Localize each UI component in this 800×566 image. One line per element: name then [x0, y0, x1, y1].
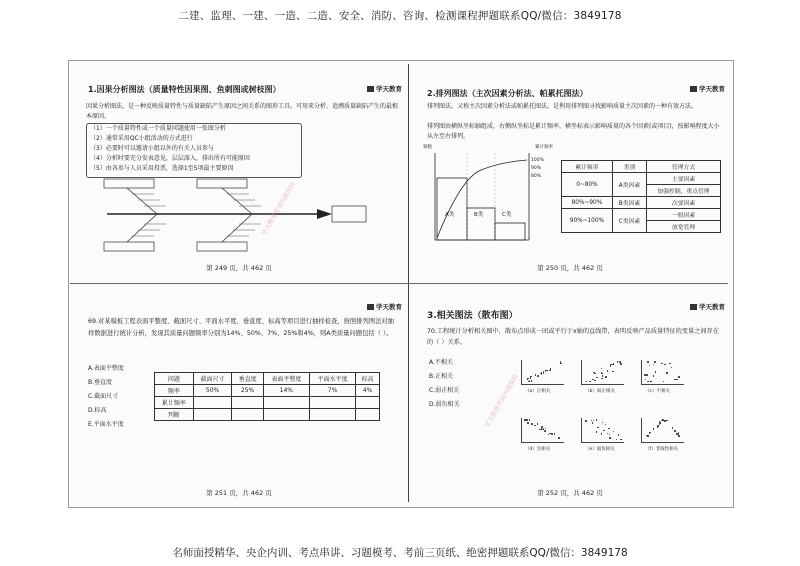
scatter-point	[525, 419, 527, 421]
table-cell	[263, 397, 309, 409]
scatter-point	[592, 379, 594, 381]
scatter-point	[545, 371, 547, 373]
scatter-point	[594, 373, 596, 375]
watermark: 学天教育考试内部资料	[260, 181, 297, 237]
scatter-point	[592, 422, 594, 424]
brand-logo: 学天教育	[690, 84, 725, 93]
table-cell: 频率	[155, 385, 194, 397]
option-item: D.标高	[88, 407, 107, 414]
bar-label-c: C类	[502, 212, 512, 218]
scatter-point	[608, 428, 610, 430]
scatter-point	[659, 421, 661, 423]
scatter-point	[610, 437, 612, 439]
scatter-plot-thumb	[521, 360, 564, 385]
table-header-cell: 累计频率	[562, 161, 613, 173]
pareto-class-table	[561, 160, 721, 233]
scatter-point	[647, 361, 649, 363]
table-cell	[232, 409, 263, 421]
point-item: （1）一个质量特性或一个质量问题使用一张图分析	[90, 125, 226, 132]
scatter-point	[676, 379, 678, 381]
intro-text: 因果分析图法，是一种反映质量特性与质量缺陷产生原因之间关系的图形工具。可用来分析、追溯质量缺陷产生的最根本原因。	[86, 103, 399, 120]
table-row	[562, 197, 721, 209]
table-cell	[193, 397, 232, 409]
slide-title: 1.因果分析图法（质量特性因果图、鱼刺图或树枝图）	[88, 85, 281, 94]
slide-page-252	[411, 286, 729, 502]
option-item: C.弱正相关	[429, 387, 460, 394]
points-box	[86, 123, 302, 178]
page-footer-text: 名师面授精华、央企内训、考点串讲、习题模考、考前三页纸、绝密押题联系QQ/微信：3849178	[172, 547, 628, 559]
scatter-point	[672, 427, 674, 429]
scatter-point	[661, 420, 663, 422]
intro-text-2: 排列图由横纵坐标轴组成，右侧纵坐标是累计频率，横坐标表示影响质量的各个因素(或项目)，按影响程度大小从左至右排列。	[427, 123, 720, 140]
scatter-point	[558, 438, 560, 440]
scatter-point	[594, 380, 596, 382]
table-cell: 25%	[232, 385, 263, 397]
option-item: A.不相关	[429, 359, 453, 366]
scatter-point	[602, 375, 604, 377]
scatter-point	[554, 433, 556, 435]
scatter-point	[646, 374, 648, 376]
table-cell: 次要因素	[647, 197, 721, 209]
table-header-row	[562, 161, 721, 173]
scatter-point	[585, 420, 587, 422]
table-header-cell: 类别	[612, 161, 646, 173]
scatter-point	[537, 423, 539, 425]
scatter-point	[534, 425, 536, 427]
scatter-point	[610, 365, 612, 367]
scatter-point	[674, 379, 676, 381]
table-header-row	[155, 373, 380, 385]
brand-logo: 学天教育	[367, 84, 402, 93]
scatter-point	[654, 361, 656, 363]
scatter-point	[530, 377, 532, 379]
slide-page-251	[72, 286, 406, 502]
scatter-caption: （f）非线性相关	[645, 447, 679, 452]
table-cell: 7%	[309, 385, 355, 397]
scatter-point	[612, 364, 614, 366]
scatter-point	[605, 424, 607, 426]
scatter-point	[616, 439, 618, 441]
pct-label: 100%	[531, 158, 544, 163]
scatter-point	[661, 363, 663, 365]
scatter-point	[537, 375, 539, 377]
scatter-plot-thumb	[521, 418, 564, 443]
scatter-point	[541, 428, 543, 430]
scatter-point	[531, 380, 533, 382]
scatter-plot-thumb	[641, 418, 684, 443]
option-item: A.表面平整度	[88, 365, 124, 372]
question-text: 69.对某模板工程表面平整度、截面尺寸、平面水平度、垂直度、标高等项目进行抽样检查，按照排列图法对抽样数据进行统计分析，发现其质量问题频率分别为14%、50%、7%、25%和4%，则A类质量问题包括（ ）。	[88, 318, 394, 337]
scatter-plot-thumb	[581, 360, 624, 385]
scatter-point	[601, 433, 603, 435]
option-item: B.正相关	[429, 373, 454, 380]
table-row	[155, 385, 380, 397]
point-item: （2）通常采用QC小组活动的方式进行	[90, 135, 193, 142]
option-item: C.截面尺寸	[88, 393, 119, 400]
page-number: 第 249 页，共 462 页	[206, 264, 272, 272]
scatter-point	[586, 381, 588, 383]
pareto-chart	[421, 148, 551, 258]
bar-label-a: A类	[445, 212, 455, 218]
scatter-point	[678, 376, 680, 378]
scatter-point	[653, 428, 655, 430]
brand-logo: 学天教育	[690, 302, 725, 311]
watermark: 学天教育考试内部资料	[483, 373, 520, 429]
scatter-point	[597, 427, 599, 429]
scatter-plot-thumb	[641, 360, 684, 385]
table-cell: B类因素	[612, 197, 646, 209]
table-cell: 4%	[356, 385, 380, 397]
scatter-point	[653, 375, 655, 377]
scatter-point	[535, 374, 537, 376]
scatter-point	[593, 420, 595, 422]
table-cell	[232, 397, 263, 409]
scatter-point	[528, 381, 530, 383]
table-row	[155, 397, 380, 409]
scatter-point	[617, 361, 619, 363]
scatter-point	[671, 367, 673, 369]
pct-label: 80%	[531, 174, 542, 179]
scatter-point	[647, 435, 649, 437]
scatter-point	[543, 372, 545, 374]
table-header-cell: 截面尺寸	[193, 373, 232, 385]
table-header-cell: 管理方式	[647, 161, 721, 173]
table-cell: 主要因素	[647, 173, 721, 185]
point-item: （5）由各参与人员采用投票，选择1至5项最主要原因	[90, 165, 234, 172]
scatter-point	[603, 430, 605, 432]
page-number: 第 250 页，共 462 页	[537, 264, 603, 272]
point-item: （4）分析时要充分发表意见，层层深入，排出所有可能原因	[90, 155, 250, 162]
scatter-point	[620, 363, 622, 365]
scatter-caption: （c）不相关	[645, 389, 670, 394]
scatter-point	[657, 425, 659, 427]
options-list	[88, 362, 148, 432]
table-cell: 累计频率	[155, 397, 194, 409]
scatter-point	[653, 364, 655, 366]
scatter-point	[645, 379, 647, 381]
scatter-point	[549, 433, 551, 435]
slide-page-250	[411, 64, 729, 280]
scatter-point	[545, 428, 547, 430]
scatter-point	[527, 422, 529, 424]
fishbone-diagram	[102, 174, 372, 259]
table-header-cell: 标高	[356, 373, 380, 385]
table-cell: 0~80%	[562, 173, 613, 197]
table-cell: 80%~90%	[562, 197, 613, 209]
point-item: （3）必要时可以邀请小组以外的有关人员参与	[90, 145, 214, 152]
pct-label: 90%	[531, 166, 542, 171]
table-header-cell: 问题	[155, 373, 194, 385]
scatter-point	[613, 431, 615, 433]
table-cell: 放宽管理	[647, 221, 721, 233]
scatter-point	[655, 371, 657, 373]
scatter-point	[669, 363, 671, 365]
scatter-point	[678, 435, 680, 437]
scatter-point	[674, 430, 676, 432]
scatter-caption: （a）正相关	[525, 389, 551, 394]
table-cell	[356, 397, 380, 409]
scatter-caption: （e）弱负相关	[585, 447, 615, 452]
option-item: D.弱负相关	[429, 401, 460, 408]
table-cell	[263, 409, 309, 421]
scatter-point	[596, 419, 598, 421]
scatter-point	[612, 371, 614, 373]
table-row	[562, 209, 721, 221]
scatter-point	[676, 433, 678, 435]
table-cell	[309, 409, 355, 421]
scatter-point	[607, 370, 609, 372]
scatter-point	[618, 434, 620, 436]
scatter-caption: （d）负相关	[525, 447, 551, 452]
page-number: 第 251 页，共 462 页	[206, 489, 272, 497]
option-item: B.垂直度	[88, 379, 113, 386]
scatter-point	[560, 363, 562, 365]
scatter-point	[548, 434, 550, 436]
scatter-plot-thumb	[581, 418, 624, 443]
scatter-point	[605, 376, 607, 378]
scatter-point	[650, 381, 652, 383]
frequency-table	[154, 372, 380, 421]
scatter-point	[649, 365, 651, 367]
table-cell	[193, 409, 232, 421]
intro-text: 排列图法，又称主次因素分析法或帕累托图法，是利用排列图寻找影响质量主次因素的一种有效方法。	[427, 103, 698, 110]
table-cell: 14%	[263, 385, 309, 397]
scatter-point	[619, 361, 621, 363]
scatter-point	[602, 422, 604, 424]
table-cell: 加强控制，重点管理	[647, 185, 721, 197]
table-row	[155, 409, 380, 421]
scatter-point	[664, 364, 666, 366]
table-header-cell: 垂直度	[232, 373, 263, 385]
horizontal-divider	[70, 283, 728, 284]
scatter-point	[596, 377, 598, 379]
scatter-point	[551, 433, 553, 435]
scatter-point	[529, 419, 531, 421]
scatter-point	[544, 430, 546, 432]
table-cell: 90%~100%	[562, 209, 613, 233]
scatter-point	[531, 423, 533, 425]
scatter-point	[647, 381, 649, 383]
slide-title: 2.排列图法（主次因素分析法、帕累托图法）	[427, 89, 588, 98]
scatter-point	[601, 368, 603, 370]
table-cell	[309, 397, 355, 409]
table-cell	[356, 409, 380, 421]
page-number: 第 252 页，共 462 页	[537, 489, 603, 497]
table-row	[562, 173, 721, 185]
scatter-caption: （b）弱正相关	[585, 389, 615, 394]
scatter-point	[596, 431, 598, 433]
scatter-point	[550, 368, 552, 370]
scatter-point	[659, 424, 661, 426]
brand-logo: 学天教育	[367, 302, 402, 311]
slide-page-249	[72, 64, 406, 280]
table-cell: 50%	[193, 385, 232, 397]
table-cell: 判断	[155, 409, 194, 421]
page-header-text: 二建、监理、一建、一造、二造、安全、消防、咨询、检测课程押题联系QQ/微信：3849178	[178, 10, 622, 22]
scatter-point	[541, 426, 543, 428]
table-header-cell: 平面水平度	[309, 373, 355, 385]
table-cell: 一般因素	[647, 209, 721, 221]
table-header-cell: 表面平整度	[263, 373, 309, 385]
scatter-point	[666, 372, 668, 374]
scatter-point	[589, 381, 591, 383]
bar-label-b: B类	[474, 212, 484, 218]
slide-title: 3.相关图法（散布图）	[427, 311, 518, 321]
table-cell: C类因素	[612, 209, 646, 233]
scatter-point	[620, 439, 622, 441]
table-cell: A类因素	[612, 173, 646, 197]
question-text: 70.工程统计分析相关图中，散布点形成一团或平行于x轴的直线带，表明反映产品质量特征的变量之间存在的（ ）关系。	[427, 328, 719, 346]
scatter-point	[666, 420, 668, 422]
left-axis-label: 频数	[423, 145, 432, 150]
option-item: E.平面水平度	[88, 421, 124, 428]
right-axis-label: 累计频率	[535, 145, 553, 150]
scatter-point	[663, 381, 665, 383]
options-list	[429, 356, 489, 412]
scatter-point	[609, 434, 611, 436]
scatter-point	[601, 378, 603, 380]
